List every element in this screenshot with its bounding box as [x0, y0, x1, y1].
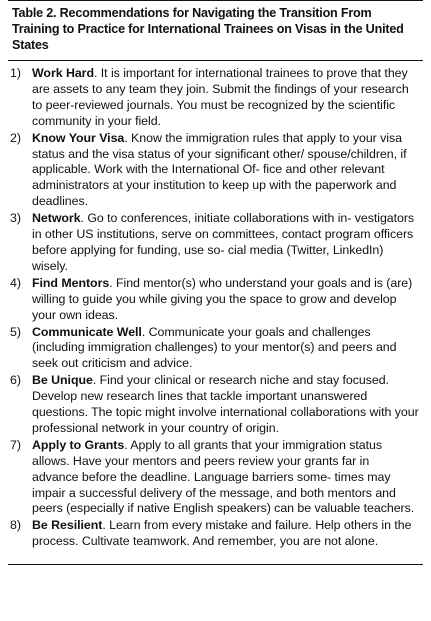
item-text: . Go to conferences, initiate collaborations with in- vestigators in other US institutions, serve on committees, contact program officers before applying for funding, use so- cial media (Twitter, LinkedIn) wisely.	[32, 211, 415, 273]
item-title: Apply to Grants	[32, 437, 125, 452]
item-title: Work Hard	[32, 66, 94, 80]
list-item	[8, 373, 423, 437]
item-title: Communicate Well	[32, 324, 142, 339]
item-number: 5)	[10, 324, 21, 339]
item-text: . It is important for international trainees to prove that they are assets to any team they join. Submit the findings of your research to peer-reviewed journals. You must be recognized by the scientific community in your field.	[32, 66, 409, 128]
item-body	[32, 66, 423, 130]
item-body	[32, 438, 423, 518]
list-item	[8, 518, 423, 550]
item-text: . Know the immigration rules that apply to your visa status and the visa status of your significant other/ spouse/children, if applicable. Work with the International Of- fice and other relevant administrators at your institution to keep up with the paperwork and deadlines.	[32, 130, 407, 209]
item-text: . Communicate your goals and challenges (including immigration challenges) to your mentor(s) and peers and seek out criticism and advice.	[32, 324, 397, 371]
list-item	[8, 131, 423, 211]
item-title: Network	[32, 211, 81, 226]
item-body	[32, 518, 423, 550]
item-number: 6)	[10, 373, 21, 388]
table-caption: Table 2. Recommendations for Navigating the Transition From Training to Practice for International Trainees on Visas in the United States	[12, 6, 404, 52]
list-item	[8, 276, 423, 324]
item-text: . Find your clinical or research niche and stay focused. Develop new research lines that tackle important unanswered questions. The topic might involve international collaborations with your professional network in your country of origin.	[32, 373, 419, 435]
item-text: . Learn from every mistake and failure. Help others in the process. Cultivate teamwork. And remember, you are not alone.	[32, 518, 412, 549]
item-title: Find Mentors	[32, 275, 110, 290]
list-item	[8, 211, 423, 275]
item-body	[32, 211, 423, 275]
list-item	[8, 66, 423, 130]
table-bottom-rule	[8, 564, 423, 565]
item-number: 7)	[10, 437, 21, 452]
item-text: . Find mentor(s) who understand your goals and is (are) willing to guide you while giving you the space to grow and develop your own ideas.	[32, 275, 413, 322]
list-item	[8, 438, 423, 518]
list-item	[8, 325, 423, 373]
item-body	[32, 131, 423, 211]
item-title: Know Your Visa	[32, 130, 125, 145]
item-title: Be Unique	[32, 373, 93, 388]
recommendations-table	[8, 0, 423, 565]
item-title: Be Resilient	[32, 518, 103, 533]
item-body	[32, 373, 423, 437]
item-body	[32, 276, 423, 324]
item-number: 2)	[10, 130, 21, 145]
item-number: 1)	[10, 66, 21, 80]
item-text: . Apply to all grants that your immigration status allows. Have your mentors and peers review your grants far in advance before the deadline. Language barriers some- times may impair a successful delivery of the message, and both mentors and peers (especially if native English speakers) can be valuable teachers.	[32, 437, 415, 516]
recommendations-list	[8, 61, 423, 550]
item-number: 3)	[10, 211, 21, 226]
item-number: 8)	[10, 518, 21, 533]
item-body	[32, 325, 423, 373]
item-number: 4)	[10, 275, 21, 290]
